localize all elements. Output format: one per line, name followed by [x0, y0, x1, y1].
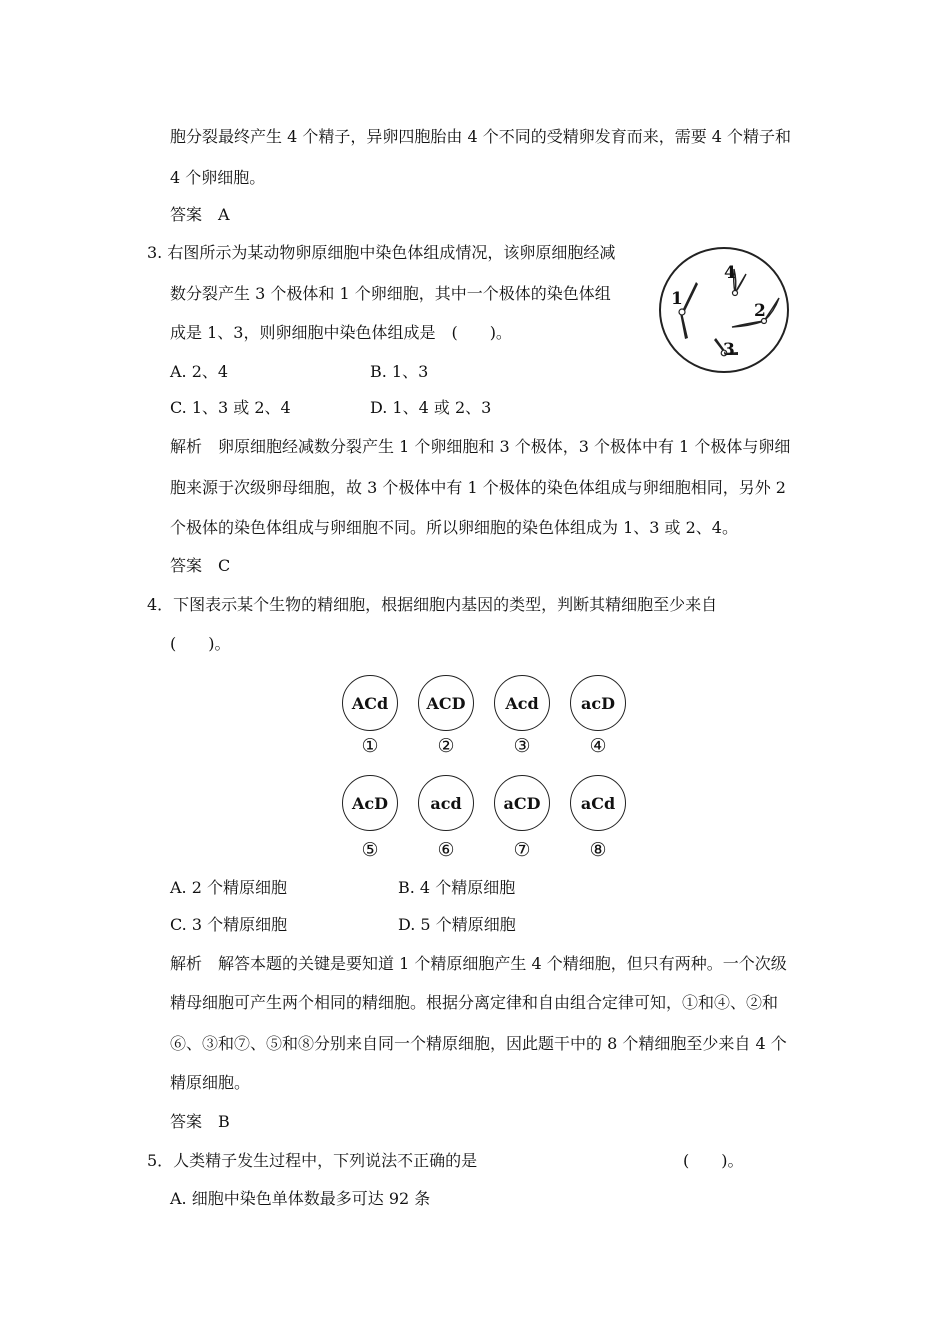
sperm-cell: [494, 675, 550, 731]
gene-label: acD: [581, 693, 615, 713]
question-4-stem: 4．下图表示某个生物的精细胞，根据细胞内基因的类型，判断其精细胞至少来自: [147, 595, 718, 614]
gene-label: ACd: [351, 693, 389, 713]
option-a: A. 细胞中染色单体数最多可达 92 条: [170, 1189, 431, 1208]
text-line: 胞分裂最终产生 4 个精子，异卵四胞胎由 4 个不同的受精卵发育而来，需要 4 个精子和: [170, 127, 792, 146]
text-line: 4 个卵细胞。: [170, 168, 266, 187]
chromosome-label: 1: [671, 289, 683, 309]
sperm-cell: [342, 775, 398, 831]
chromosome-label: 2: [754, 301, 766, 321]
sperm-cell: [418, 775, 474, 831]
chromosome-label: 4: [724, 263, 736, 283]
explanation-line: 解析 解答本题的关键是要知道 1 个精原细胞产生 4 个精细胞，但只有两种。一个次级: [170, 954, 787, 973]
gene-label: aCd: [580, 793, 616, 813]
cell-number: ①: [361, 735, 379, 757]
option-a: A. 2、4: [170, 362, 229, 381]
option-b: B. 4 个精原细胞: [398, 878, 516, 897]
explanation-line: 精母细胞可产生两个相同的精细胞。根据分离定律和自由组合定律可知，①和④、②和: [170, 993, 779, 1012]
gene-label: acd: [430, 793, 462, 813]
option-d: D. 1、4 或 2、3: [370, 398, 492, 417]
option-c: C. 3 个精原细胞: [170, 915, 288, 934]
question-3-stem: 数分裂产生 3 个极体和 1 个卵细胞，其中一个极体的染色体组: [170, 284, 611, 303]
explanation-line: ⑥、③和⑦、⑤和⑧分别来自同一个精原细胞，因此题干中的 8 个精细胞至少来自 4 个: [170, 1034, 787, 1053]
cell-number: ⑤: [361, 839, 379, 861]
gene-label: AcD: [351, 793, 389, 813]
cell-number: ③: [513, 735, 531, 757]
question-4-stem: ( )。: [170, 634, 231, 653]
option-b: B. 1、3: [370, 362, 429, 381]
sperm-cell: [418, 675, 474, 731]
cell-number: ②: [437, 735, 455, 757]
cell-number: ⑦: [513, 839, 531, 861]
option-a: A. 2 个精原细胞: [170, 878, 287, 897]
oocyte-chromosome-figure: [656, 244, 792, 376]
cell-number: ④: [589, 735, 607, 757]
sperm-cell: [494, 775, 550, 831]
sperm-cell: [570, 775, 626, 831]
chromosome-label: 3: [723, 340, 735, 360]
cell-number: ⑥: [437, 839, 455, 861]
gene-label: Acd: [505, 693, 539, 713]
explanation-line: 解析 卵原细胞经减数分裂产生 1 个卵细胞和 3 个极体，3 个极体中有 1 个极体与卵细: [170, 437, 791, 456]
explanation-line: 精原细胞。: [170, 1073, 251, 1092]
option-c: C. 1、3 或 2、4: [170, 398, 291, 417]
question-5-stem: 5．人类精子发生过程中，下列说法不正确的是: [147, 1151, 478, 1170]
option-d: D. 5 个精原细胞: [398, 915, 516, 934]
sperm-cell: [570, 675, 626, 731]
answer-line: 答案 C: [170, 556, 231, 575]
sperm-cell: [342, 675, 398, 731]
question-3-stem: 成是 1、3，则卵细胞中染色体组成是 ( )。: [170, 323, 512, 342]
question-3-stem: 3. 右图所示为某动物卵原细胞中染色体组成情况，该卵原细胞经减: [147, 243, 616, 262]
cell-number: ⑧: [589, 839, 607, 861]
explanation-line: 胞来源于次级卵母细胞，故 3 个极体中有 1 个极体的染色体组成与卵细胞相同，另外 2: [170, 478, 786, 497]
explanation-line: 个极体的染色体组成与卵细胞不同。所以卵细胞的染色体组成为 1、3 或 2、4。: [170, 518, 738, 537]
answer-line: 答案 B: [170, 1112, 230, 1131]
gene-label: ACD: [426, 693, 466, 713]
gene-label: aCD: [503, 793, 541, 813]
answer-blank: ( )。: [683, 1151, 744, 1170]
answer-line: 答案 A: [170, 205, 230, 224]
